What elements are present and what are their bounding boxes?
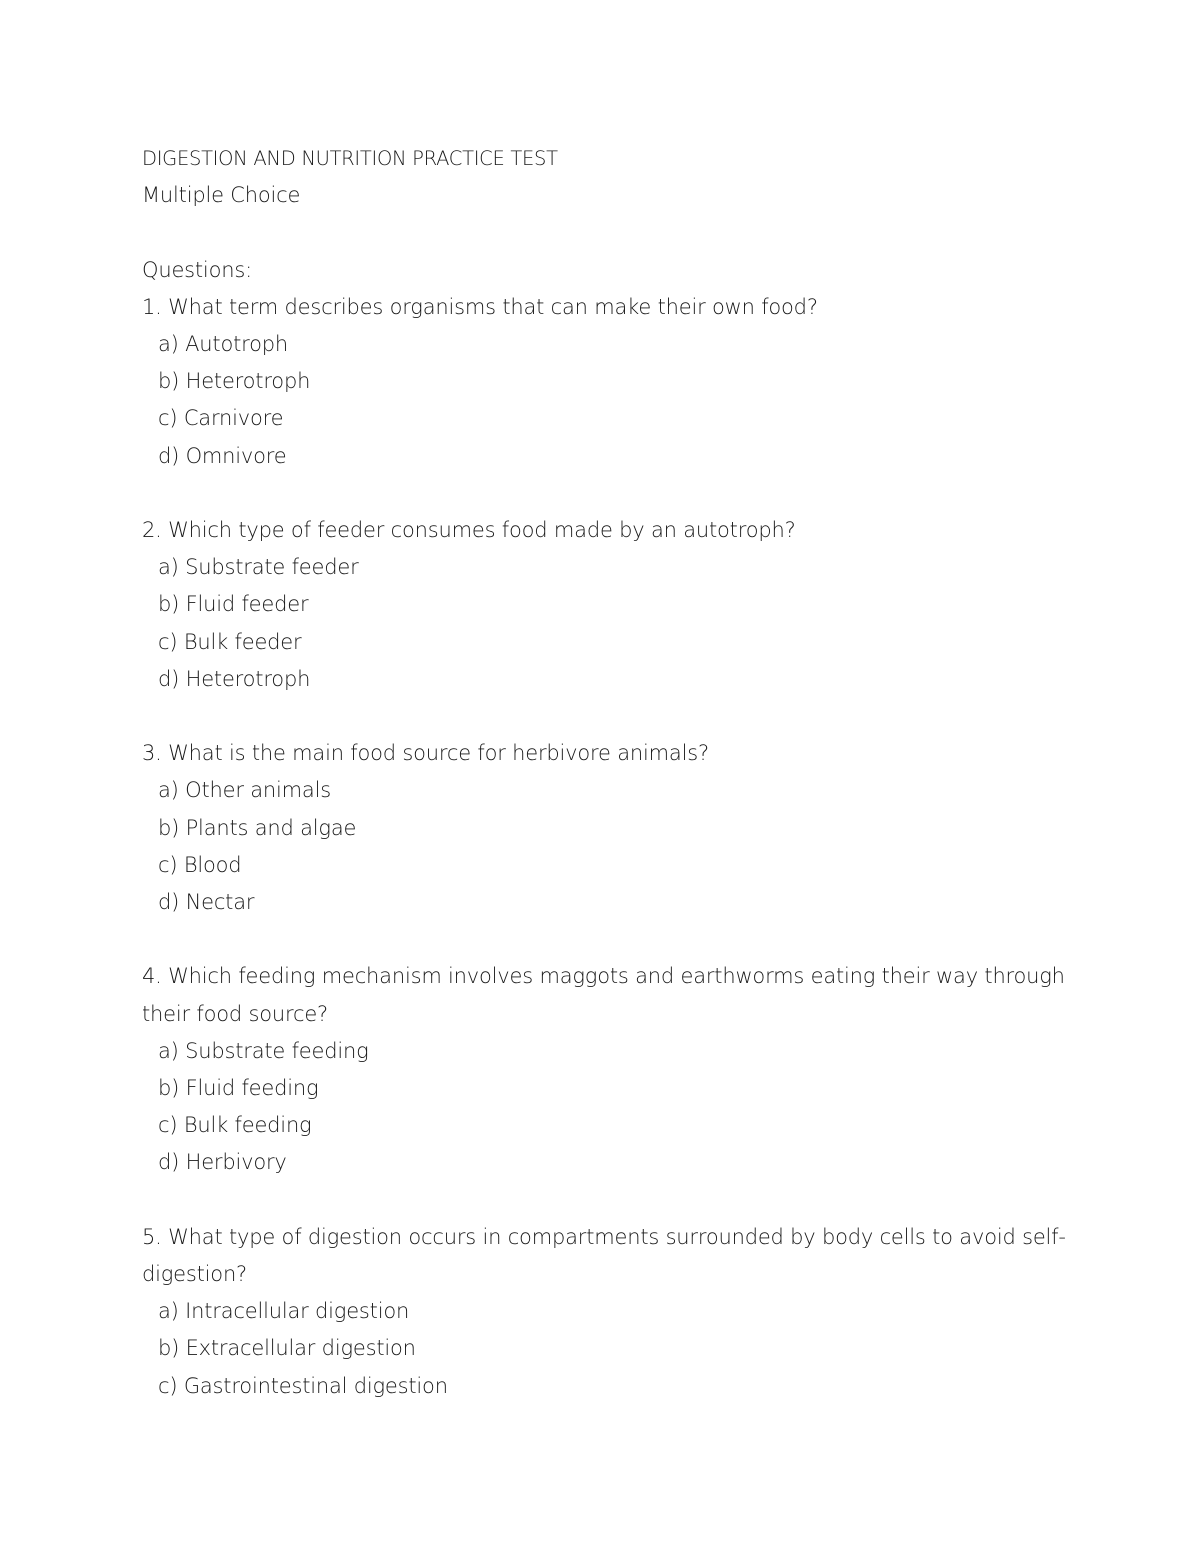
answer-option: a) Autotroph [158,332,288,356]
section-label: Questions: [142,257,252,282]
answer-options [142,772,1072,921]
answer-option: a) Substrate feeding [158,1038,369,1063]
answer-option: c) Bulk feeder [158,629,302,654]
question-text: 5. What type of digestion occurs in compartments surrounded by body cells to avoid self-digestion? [142,1224,1066,1287]
question-block [142,512,1072,698]
answer-option: b) Fluid feeding [158,1076,319,1101]
answer-option: b) Extracellular digestion [158,1336,416,1361]
answer-options [142,1033,1072,1182]
answer-option: d) Omnivore [158,443,287,468]
answer-option: a) Substrate feeder [158,555,359,580]
question-block [142,735,1072,921]
question-block [142,1219,1072,1405]
document-content [142,140,1072,1405]
question-text: 3. What is the main food source for herbivore animals? [142,741,709,766]
answer-option: c) Bulk feeding [158,1113,312,1138]
answer-options [142,549,1072,698]
question-text: 2. Which type of feeder consumes food made by an autotroph? [142,518,796,542]
answer-option: d) Heterotroph [158,666,311,691]
answer-option: a) Other animals [158,778,331,803]
answer-option: b) Heterotroph [158,369,311,394]
document-subtitle: Multiple Choice [142,183,301,208]
document-title: DIGESTION AND NUTRITION PRACTICE TEST [142,147,558,170]
question-list [142,289,1072,1405]
answer-option: c) Carnivore [158,406,284,431]
answer-option: a) Intracellular digestion [158,1299,410,1324]
answer-option: b) Plants and algae [158,815,357,840]
answer-option: c) Gastrointestinal digestion [158,1373,448,1398]
spacer [142,214,1072,251]
question-text: 1. What term describes organisms that can make their own food? [142,294,818,319]
answer-options [142,326,1072,475]
question-block [142,289,1072,475]
answer-option: c) Blood [158,852,242,877]
question-text: 4. Which feeding mechanism involves maggots and earthworms eating their way through their food source? [142,964,1065,1026]
answer-option: d) Herbivory [158,1150,287,1175]
answer-option: b) Fluid feeder [158,592,309,617]
answer-option: d) Nectar [158,890,255,915]
answer-options [142,1293,1072,1405]
question-block [142,958,1072,1181]
